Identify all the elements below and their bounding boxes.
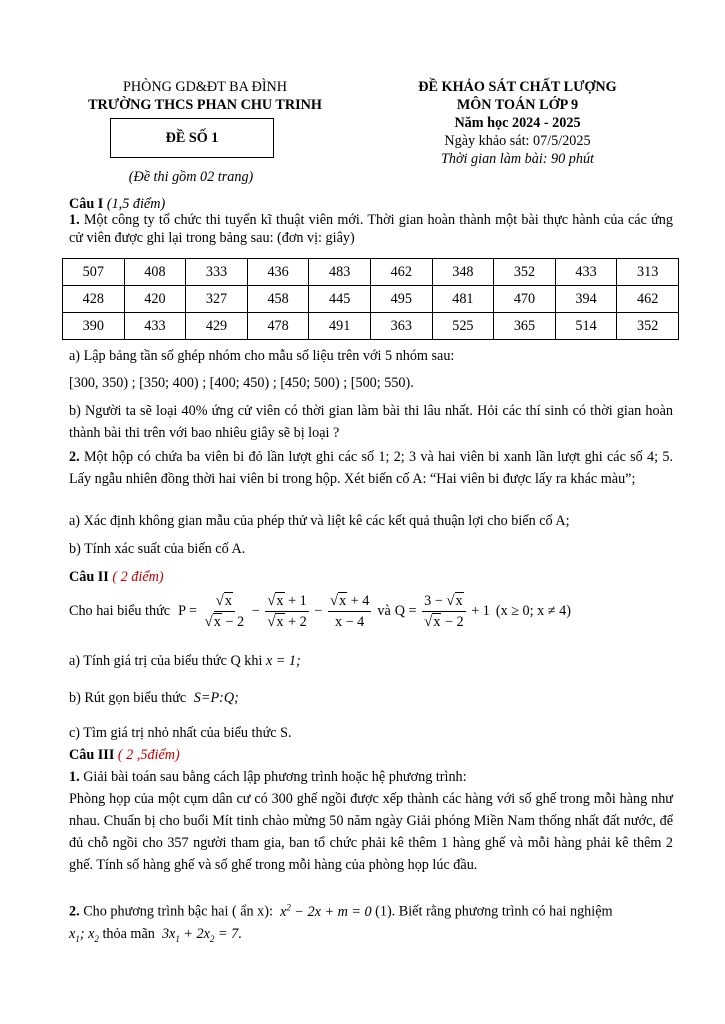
table-cell: 491 [309, 313, 371, 340]
q2-and: và [377, 602, 391, 619]
table-cell: 327 [186, 286, 248, 313]
q1-part1-text: Một công ty tổ chức thi tuyển kĩ thuật viên mới. Thời gian hoàn thành một bài thực hành của các ứng cử viên được ghi lại trong bảng sau: (đơn vị: giây) [69, 212, 673, 246]
table-cell: 462 [617, 286, 679, 313]
q1-a: a) Lập bảng tần số ghép nhóm cho mẫu số liệu trên với 5 nhóm sau: [69, 348, 455, 364]
q2-title: Câu II [69, 569, 109, 585]
table-cell: 363 [370, 313, 432, 340]
exam-number-box: ĐỀ SỐ 1 [110, 118, 274, 158]
q2-intro: Cho hai biểu thức [69, 602, 171, 619]
q1-part2-number: 2. [69, 449, 80, 465]
table-cell: 390 [63, 313, 125, 340]
survey-date: Ngày khảo sát: 07/5/2025 [444, 133, 591, 149]
q1-points: (1,5 điểm) [106, 196, 166, 212]
expression-p: P = $\frac{√x}{√x - 2}$ − $\frac{√x + 1}{√x + 2}$ − $\frac{√x + 4}{x - 4}$ [178, 592, 370, 630]
school-name: TRƯỜNG THCS PHAN CHU TRINH [88, 97, 322, 113]
q1-groups: [300, 350) ; [350; 400) ; [400; 450) ; [450; 500) ; [500; 550). [69, 375, 414, 391]
table-cell: 352 [494, 259, 556, 286]
q2-b-text: b) Rút gọn biểu thức [69, 690, 187, 706]
equation: $x^2 - 2x + m = 0$ [276, 902, 372, 920]
q2-b-value: S=P:Q; [193, 690, 239, 706]
table-cell: 428 [63, 286, 125, 313]
table-cell: 458 [247, 286, 309, 313]
table-row [63, 313, 679, 340]
q3-part2-tail: (1). Biết rằng phương trình có hai nghiệm [375, 903, 613, 920]
q3-heading [69, 744, 673, 766]
table-cell: 507 [63, 259, 125, 286]
q2-expressions [69, 588, 689, 634]
table-cell: 483 [309, 259, 371, 286]
q2-b [69, 687, 673, 709]
table-cell: 313 [617, 259, 679, 286]
table-cell: 470 [494, 286, 556, 313]
table-row [63, 259, 679, 286]
q1-part1-number: 1. [69, 212, 80, 228]
q3-points: ( 2 ,5điểm) [117, 747, 180, 763]
q2-c: c) Tìm giá trị nhỏ nhất của biểu thức S. [69, 725, 292, 741]
table-cell: 420 [124, 286, 186, 313]
q3-part2-text: Cho phương trình bậc hai ( ẩn x): [83, 903, 273, 920]
q3-part1-text: Giải bài toán sau bằng cách lập phương trình hoặc hệ phương trình: [83, 769, 467, 785]
table-cell: 478 [247, 313, 309, 340]
q1-b: b) Người ta sẽ loại 40% ứng cử viên có thời gian làm bài thi lâu nhất. Hỏi các thí sinh có thời gian hoàn thành bài thi trên với bao nhiêu giây sẽ bị loại ? [69, 403, 673, 441]
header-left [70, 78, 340, 114]
table-cell: 429 [186, 313, 248, 340]
table-cell: 495 [370, 286, 432, 313]
table-cell: 394 [555, 286, 617, 313]
table-cell: 408 [124, 259, 186, 286]
pages-note: (Đề thi gồm 02 trang) [128, 169, 254, 185]
table-cell: 436 [247, 259, 309, 286]
q2-heading [69, 566, 673, 588]
duration: Thời gian làm bài: 90 phút [440, 151, 594, 167]
q3-part2-number: 2. [69, 903, 80, 920]
exam-title: ĐỀ KHẢO SÁT CHẤT LƯỢNG [418, 79, 617, 95]
table-cell: 462 [370, 259, 432, 286]
department-name: PHÒNG GD&ĐT BA ĐÌNH [122, 79, 288, 95]
table-row [63, 286, 679, 313]
q3-part1-number: 1. [69, 769, 80, 785]
q1-part2 [69, 446, 673, 490]
q1-part2-text: Một hộp có chứa ba viên bi đỏ lần lượt ghi các số 1; 2; 3 và hai viên bi xanh lần lượt ghi các số 4; 5. Lấy ngẫu nhiên đồng thời hai viên bi trong hộp. Xét biến cố A: “Hai viên bi được lấy ra khác màu”; [69, 449, 674, 487]
q3-part1 [69, 766, 673, 788]
q3-part1-body: Phòng họp của một cụm dân cư có 300 ghế ngồi được xếp thành các hàng với số ghế trong mỗi hàng như nhau. Chuẩn bị cho buổi Mít tinh chào mừng 50 năm ngày Giải phóng Miền Nam thống nhất đất nước, để đủ chỗ ngồi cho 357 người tham gia, ban tổ chức phải kê thêm 1 hàng ghế và mỗi hàng phải kê thêm 2 ghế. Tính số hàng ghế và số ghế trong mỗi hàng của phòng họp lúc đầu. [69, 791, 673, 873]
header-right [395, 78, 640, 168]
table-cell: 333 [186, 259, 248, 286]
table-cell: 433 [124, 313, 186, 340]
q1-part2-b: b) Tính xác suất của biến cố A. [69, 541, 246, 557]
table-cell: 514 [555, 313, 617, 340]
subject: MÔN TOÁN LỚP 9 [456, 97, 579, 113]
q2-points: ( 2 điểm) [112, 569, 164, 585]
roots: $x_1$; $x_2$ [69, 925, 99, 944]
table-cell: 481 [432, 286, 494, 313]
times-table [62, 258, 679, 340]
table-cell: 433 [555, 259, 617, 286]
table-cell: 525 [432, 313, 494, 340]
q2-a-text: a) Tính giá trị của biểu thức Q khi [69, 653, 263, 669]
q1-part1 [69, 211, 673, 247]
q3-part2-satisfy: thỏa mãn [102, 925, 155, 942]
root-condition: $3x_1 + 2x_2 = 7$ [158, 925, 239, 944]
table-cell: 348 [432, 259, 494, 286]
school-year: Năm học 2024 - 2025 [454, 115, 581, 131]
q2-a-value: x = 1; [265, 653, 301, 669]
q2-a [69, 650, 673, 672]
table-cell: 352 [617, 313, 679, 340]
q2-condition: (x ≥ 0; x ≠ 4) [495, 602, 571, 619]
table-cell: 365 [494, 313, 556, 340]
q1-title: Câu I [69, 196, 104, 212]
expression-q: Q = $\frac{3 - √x}{√x - 2}$ + 1 [394, 592, 490, 630]
q1-part2-a: a) Xác định không gian mẫu của phép thử và liệt kê các kết quả thuận lợi cho biến cố A; [69, 513, 570, 529]
q3-part2: 2. Cho phương trình bậc hai ( ẩn x): $x^2 - 2x + m = 0$ (1). Biết rằng phương trình có hai nghiệm $x_1$; $x_2$ thỏa mãn $3x_1 + 2x_2 = 7$. [69, 902, 613, 944]
table-cell: 445 [309, 286, 371, 313]
q3-title: Câu III [69, 747, 115, 763]
